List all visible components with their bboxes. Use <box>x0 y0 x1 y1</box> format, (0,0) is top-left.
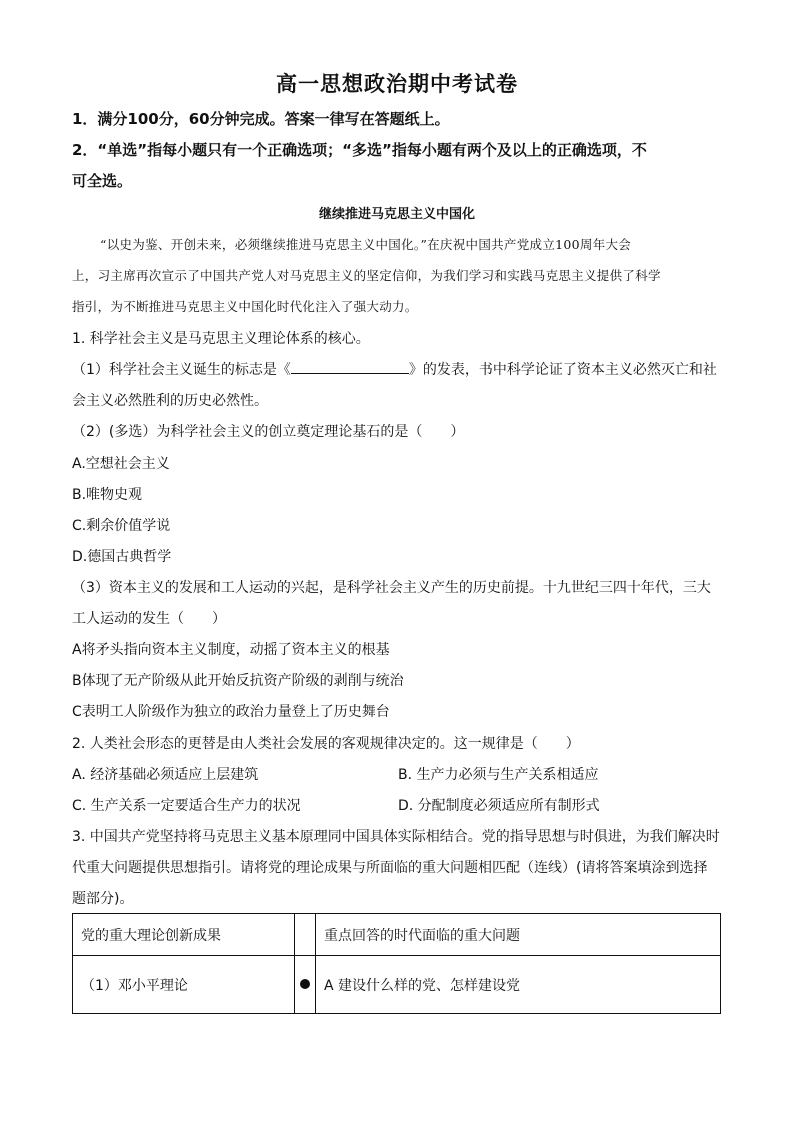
q1-sub2-option-d: D.德国古典哲学 <box>72 549 172 565</box>
q1-sub3-option-c: C表明工人阶级作为独立的政治力量登上了历史舞台 <box>72 704 390 720</box>
table-header-right: 重点回答的时代面临的重大问题 <box>316 914 721 956</box>
matching-table <box>72 913 721 1014</box>
table-row <box>73 956 721 1014</box>
q1-stem: 1. 科学社会主义是马克思主义理论体系的核心。 <box>72 331 370 347</box>
instruction-2: 2．“单选”指每小题只有一个正确选项；“多选”指每小题有两个及以上的正确选项，不 <box>72 141 647 159</box>
table-header-row <box>73 914 721 956</box>
match-dot-cell <box>295 956 316 1014</box>
passage-line-1: “以史为鉴、开创未来，必须继续推进马克思主义中国化。”在庆祝中国共产党成立100周年大会 <box>100 237 632 252</box>
q1-sub2-option-a: A.空想社会主义 <box>72 456 170 472</box>
q3-line-1: 3. 中国共产党坚持将马克思主义基本原理同中国具体实际相结合。党的指导思想与时俱进，为我们解决时 <box>72 829 720 845</box>
instruction-1: 1．满分100分，60分钟完成。答案一律写在答题纸上。 <box>72 110 450 128</box>
q3-line-3: 题部分)。 <box>72 891 134 907</box>
q2-option-a: A. 经济基础必须适应上层建筑 <box>72 767 259 783</box>
q1-sub1-after: 》的发表，书中科学论证了资本主义必然灭亡和社 <box>408 362 717 378</box>
q2-option-c: C. 生产关系一定要适合生产力的状况 <box>72 798 301 814</box>
page-title: 高一思想政治期中考试卷 <box>276 72 518 96</box>
table-header-middle <box>295 914 316 956</box>
q1-sub2-option-b: B.唯物史观 <box>72 487 143 503</box>
q1-sub2: （2）(多选）为科学社会主义的创立奠定理论基石的是（ ） <box>72 424 465 440</box>
passage-line-3: 指引，为不断推进马克思主义中国化时代化注入了强大动力。 <box>72 299 418 314</box>
q1-sub3-option-b: B体现了无产阶级从此开始反抗资产阶级的剥削与统治 <box>72 673 404 689</box>
table-row-left: （1）邓小平理论 <box>73 956 295 1014</box>
q3-line-2: 代重大问题提供思想指引。请将党的理论成果与所面临的重大问题相匹配（连线）(请将答案填涂到选择 <box>72 860 708 876</box>
q2-stem: 2. 人类社会形态的更替是由人类社会发展的客观规律决定的。这一规律是（ ） <box>72 736 580 752</box>
table-row-right: A 建设什么样的党、怎样建设党 <box>316 956 721 1014</box>
q1-sub1-before: （1）科学社会主义诞生的标志是《 <box>72 362 291 378</box>
passage-line-2: 上，习主席再次宣示了中国共产党人对马克思主义的坚定信仰，为我们学习和实践马克思主义提供了科学 <box>72 268 661 283</box>
match-dot-icon[interactable] <box>300 979 310 989</box>
q2-option-d: D. 分配制度必须适应所有制形式 <box>398 798 600 814</box>
q1-sub1-line2: 会主义必然胜利的历史必然性。 <box>72 393 268 409</box>
passage-title: 继续推进马克思主义中国化 <box>318 207 475 222</box>
q1-sub3-option-a: A将矛头指向资本主义制度，动摇了资本主义的根基 <box>72 642 390 658</box>
q1-sub3-line1: （3）资本主义的发展和工人运动的兴起，是科学社会主义产生的历史前提。十九世纪三四十年代，三大 <box>72 580 711 596</box>
fill-in-blank[interactable] <box>291 359 409 374</box>
q2-option-b: B. 生产力必须与生产关系相适应 <box>398 767 599 783</box>
q1-sub2-option-c: C.剩余价值学说 <box>72 518 171 534</box>
instruction-2-continued: 可全选。 <box>72 172 133 190</box>
q1-sub1 <box>72 359 717 379</box>
table-header-left: 党的重大理论创新成果 <box>73 914 295 956</box>
q1-sub3-line2: 工人运动的发生（ ） <box>72 611 226 627</box>
